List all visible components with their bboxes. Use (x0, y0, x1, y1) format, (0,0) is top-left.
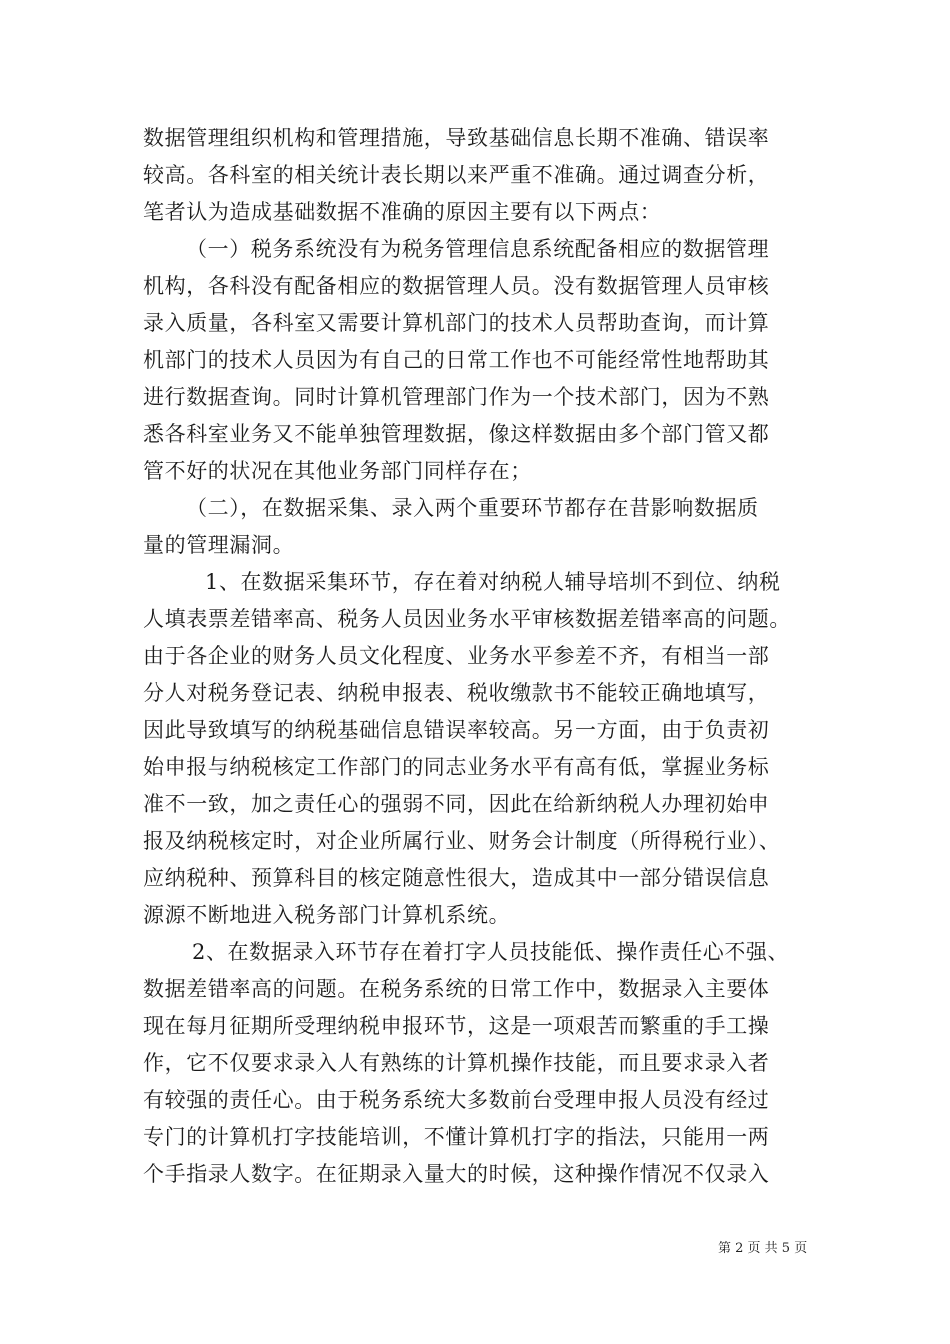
text-line-14: 人填表票差错率高、税务人员因业务水平审核数据差错率高的问题。 (143, 607, 791, 631)
text-line-3: 笔者认为造成基础数据不准确的原因主要有以下两点： (143, 200, 662, 224)
text-line-12: 量的管理漏洞。 (143, 533, 295, 557)
text-line-2: 较高。各科室的相关统计表长期以来严重不准确。通过调查分析， (143, 163, 770, 187)
text-line-20: 报及纳税核定时，对企业所属行业、财务会计制度（所得税行业）、 (143, 829, 781, 853)
page-number: 第 2 页 共 5 页 (718, 1241, 808, 1256)
text-line-7: 机部门的技术人员因为有自己的日常工作也不可能经常性地帮助其 (143, 348, 770, 372)
text-line-1: 数据管理组织机构和管理措施，导致基础信息长期不准确、错误率 (143, 126, 770, 150)
text-line-29: 个手指录人数字。在征期录入量大的时候，这种操作情况不仅录入 (143, 1162, 770, 1186)
text-line-28: 专门的计算机打字技能培训，不懂计算机打字的指法，只能用一两 (143, 1125, 770, 1149)
text-line-15: 由于各企业的财务人员文化程度、业务水平参差不齐，有相当一部 (143, 644, 770, 668)
text-line-13: 1、在数据采集环节，存在着对纳税人辅导培圳不到位、纳税 (205, 570, 781, 594)
text-line-18: 始申报与纳税核定工作部门的同志业务水平有高有低，掌握业务标 (143, 755, 770, 779)
text-line-21: 应纳税种、预算科目的核定随意性很大，造成其中一部分错误信息 (143, 866, 770, 890)
text-line-19: 准不一致，加之责任心的强弱不同，因此在给新纳税人办理初始申 (143, 792, 770, 816)
text-line-5: 机构，各科没有配备相应的数据管理人员。没有数据管理人员审核 (143, 274, 770, 298)
text-line-17: 因此导致填写的纳税基础信息错误率较高。另一方面，由于负责初 (143, 718, 770, 742)
text-line-26: 作，它不仅要求录入人有熟练的计算机操作技能，而且要求录入者 (143, 1051, 770, 1075)
text-line-6: 录入质量，各科室又需要计算机部门的技术人员帮助查询，而计算 (143, 311, 770, 335)
text-line-9: 悉各科室业务又不能单独管理数据，像这样数据由多个部门管又都 (143, 422, 770, 446)
text-line-8: 进行数据查询。同时计算机管理部门作为一个技术部门，因为不熟 (143, 385, 770, 409)
text-line-27: 有较强的责任心。由于税务系统大多数前台受理申报人员没有经过 (143, 1088, 770, 1112)
text-line-10: 管不好的状况在其他业务部门同样存在； (143, 459, 532, 483)
text-line-11: （二），在数据采集、录入两个重要环节都存在昔影响数据质 (186, 496, 759, 520)
text-line-16: 分人对税务登记表、纳税申报表、税收缴款书不能较正确地填写， (143, 681, 770, 705)
text-line-4: （一）税务系统没有为税务管理信息系统配备相应的数据管理 (186, 237, 770, 261)
text-line-23: 2、在数据录入环节存在着打字人员技能低、操作责任心不强、 (192, 940, 790, 964)
text-line-24: 数据差错率高的问题。在税务系统的日常工作中，数据录入主要体 (143, 977, 770, 1001)
text-line-25: 现在每月征期所受理纳税申报环节，这是一项艰苦而繁重的手工操 (143, 1014, 770, 1038)
text-line-22: 源源不断地进入税务部门计算机系统。 (143, 903, 511, 927)
